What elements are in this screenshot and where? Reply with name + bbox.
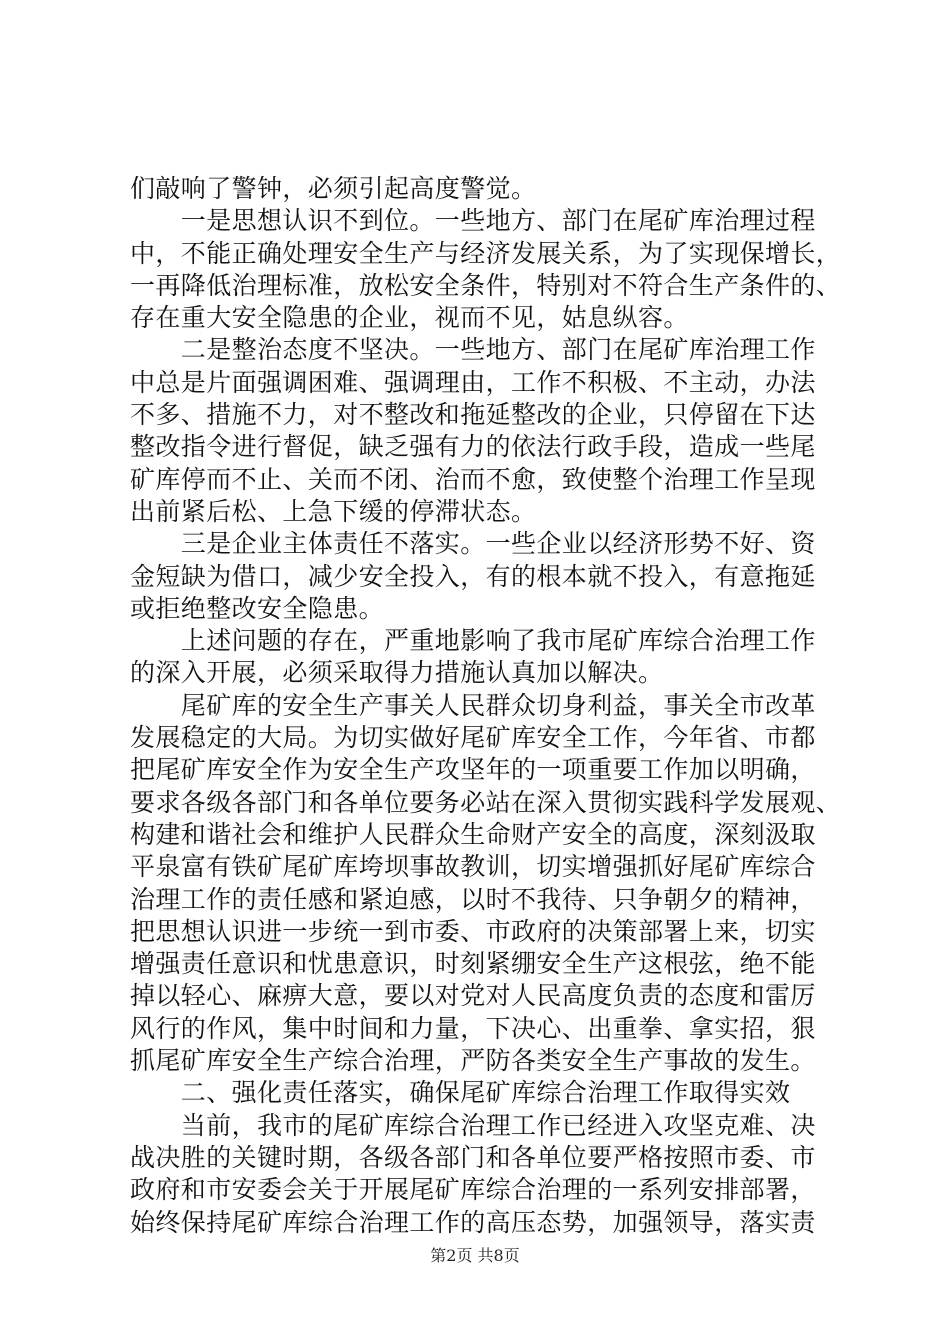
text-line: 发展稳定的大局。为切实做好尾矿库安全工作，今年省、市都 bbox=[130, 723, 816, 753]
text-line: 风行的作风，集中时间和力量，下决心、出重拳、拿实招，狠 bbox=[130, 1013, 816, 1043]
text-line: 平泉富有铁矿尾矿库垮坝事故教训，切实增强抓好尾矿库综合 bbox=[130, 852, 816, 882]
text-line: 要求各级各部门和各单位要务必站在深入贯彻实践科学发展观、 bbox=[130, 787, 842, 817]
text-line: 上述问题的存在，严重地影响了我市尾矿库综合治理工作 bbox=[130, 626, 816, 656]
text-line: 一再降低治理标准，放松安全条件，特别对不符合生产条件的、 bbox=[130, 270, 842, 300]
text-line: 金短缺为借口，减少安全投入，有的根本就不投入，有意拖延 bbox=[130, 561, 816, 591]
text-line: 一是思想认识不到位。一些地方、部门在尾矿库治理过程 bbox=[130, 206, 816, 236]
text-line: 中总是片面强调困难、强调理由，工作不积极、不主动，办法 bbox=[130, 367, 816, 397]
page-number: 第2页 共8页 bbox=[430, 1246, 520, 1265]
text-line: 二是整治态度不坚决。一些地方、部门在尾矿库治理工作 bbox=[130, 335, 816, 365]
text-line: 们敲响了警钟，必须引起高度警觉。 bbox=[130, 174, 537, 203]
text-line: 抓尾矿库安全生产综合治理，严防各类安全生产事故的发生。 bbox=[130, 1046, 816, 1076]
text-line: 把尾矿库安全作为安全生产攻坚年的一项重要工作加以明确， bbox=[130, 755, 816, 785]
text-line: 矿库停而不止、关而不闭、治而不愈，致使整个治理工作呈现 bbox=[130, 464, 816, 494]
text-line: 战决胜的关键时期，各级各部门和各单位要严格按照市委、市 bbox=[130, 1142, 816, 1172]
page-footer bbox=[0, 1243, 950, 1266]
text-line: 三是企业主体责任不落实。一些企业以经济形势不好、资 bbox=[130, 529, 816, 559]
text-line: 或拒绝整改安全隐患。 bbox=[130, 593, 385, 623]
text-line: 出前紧后松、上急下缓的停滞状态。 bbox=[130, 496, 537, 526]
text-line: 政府和市安委会关于开展尾矿库综合治理的一系列安排部署， bbox=[130, 1175, 816, 1205]
text-line: 把思想认识进一步统一到市委、市政府的决策部署上来，切实 bbox=[130, 916, 816, 946]
text-line: 增强责任意识和忧患意识，时刻紧绷安全生产这根弦，绝不能 bbox=[130, 949, 816, 979]
text-line: 尾矿库的安全生产事关人民群众切身利益，事关全市改革 bbox=[130, 690, 816, 720]
text-line: 存在重大安全隐患的企业，视而不见，姑息纵容。 bbox=[130, 303, 689, 333]
text-line: 当前，我市的尾矿库综合治理工作已经进入攻坚克难、决 bbox=[130, 1110, 816, 1140]
text-line: 构建和谐社会和维护人民群众生命财产安全的高度，深刻汲取 bbox=[130, 819, 816, 849]
text-line: 不多、措施不力，对不整改和拖延整改的企业，只停留在下达 bbox=[130, 400, 816, 430]
text-line: 的深入开展，必须采取得力措施认真加以解决。 bbox=[130, 658, 664, 688]
text-line: 始终保持尾矿库综合治理工作的高压态势，加强领导，落实责 bbox=[130, 1207, 816, 1237]
text-line: 二、强化责任落实，确保尾矿库综合治理工作取得实效 bbox=[130, 1078, 791, 1108]
document-body bbox=[130, 173, 842, 1239]
text-line: 掉以轻心、麻痹大意，要以对党对人民高度负责的态度和雷厉 bbox=[130, 981, 816, 1011]
text-line: 中，不能正确处理安全生产与经济发展关系，为了实现保增长， bbox=[130, 238, 842, 268]
text-line: 整改指令进行督促，缺乏强有力的依法行政手段，造成一些尾 bbox=[130, 432, 816, 462]
text-line: 治理工作的责任感和紧迫感，以时不我待、只争朝夕的精神， bbox=[130, 884, 816, 914]
